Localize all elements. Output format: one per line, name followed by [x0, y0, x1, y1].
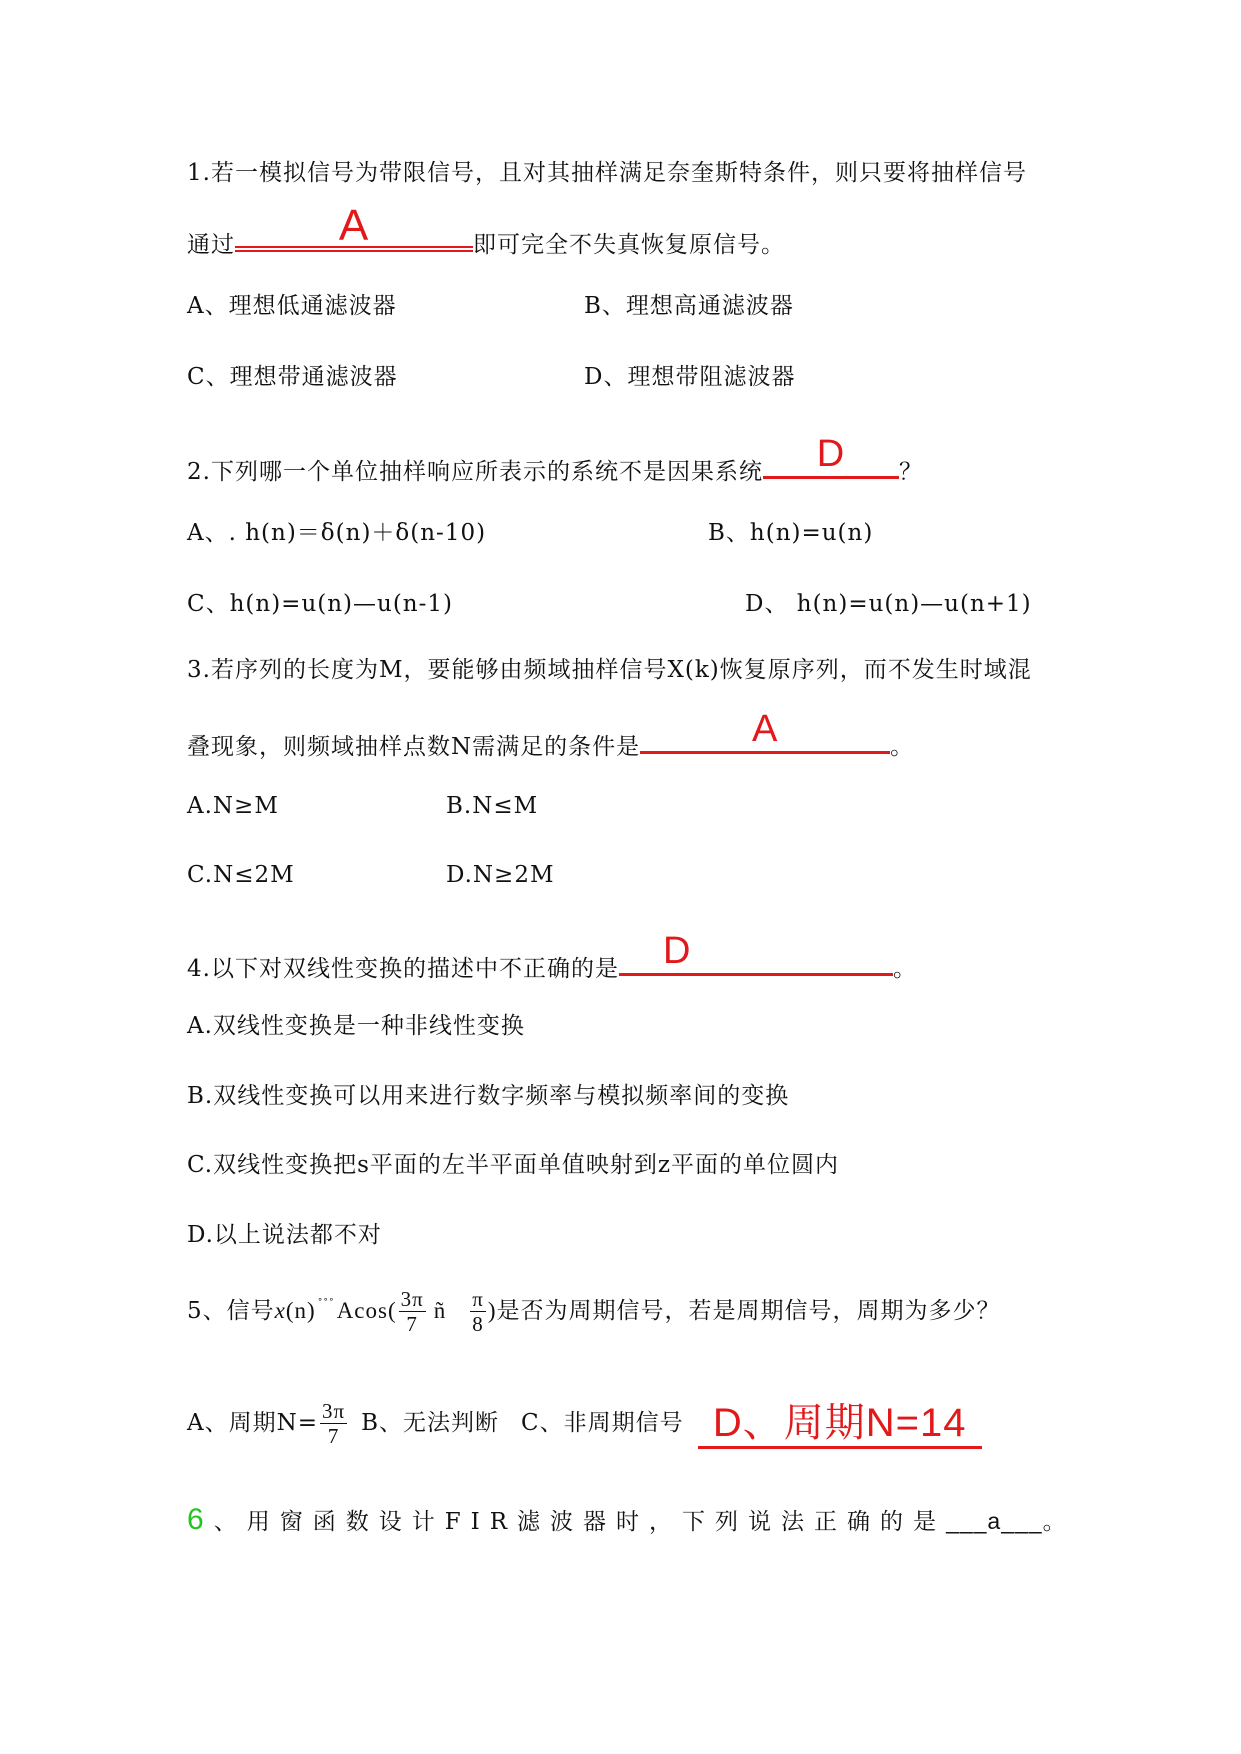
- q3-option-b: B.N≤M: [446, 793, 539, 819]
- q6-stem-text: 、用窗函数设计FIR滤波器时，下列说法正确的是: [213, 1509, 947, 1535]
- q4-option-d: D.以上说法都不对: [187, 1222, 382, 1248]
- q5-acos: Acos(: [336, 1298, 397, 1323]
- q5-garbled-symbol: ˚˚˚: [317, 1297, 335, 1312]
- q6-stem: [187, 1500, 1076, 1542]
- q5-option-a-label: A、周期N=: [187, 1410, 319, 1436]
- q5-fraction2-numerator: π: [472, 1286, 484, 1311]
- q4-answer-blank: [619, 930, 893, 976]
- q1-suffix: 即可完全不失真恢复原信号。: [473, 232, 785, 258]
- q2-option-b: B、h(n)=u(n): [708, 520, 874, 546]
- q1-option-d: D、理想带阻滤波器: [584, 364, 796, 390]
- q5-prefix: 5、信号: [187, 1298, 275, 1324]
- q5-option-a-fraction: [320, 1399, 347, 1448]
- q6-number: 6: [187, 1503, 214, 1536]
- q5-fraction2-denominator: 8: [472, 1311, 484, 1336]
- q2-option-c: C、h(n)=u(n)—u(n-1): [187, 591, 453, 617]
- q6-end: 。: [1042, 1509, 1076, 1535]
- q1-prefix: 通过: [187, 232, 235, 258]
- q5-option-a-numerator: 3π: [322, 1398, 346, 1423]
- q5-n-paren: (n): [285, 1298, 316, 1323]
- q3-stem-line2: [187, 708, 915, 762]
- q3-answer-blank: [640, 708, 890, 754]
- q1-option-b: B、理想高通滤波器: [584, 293, 794, 319]
- q4-end: 。: [892, 956, 917, 982]
- q5-close-paren: ): [487, 1298, 497, 1323]
- q2-option-d: D、 h(n)=u(n)—u(n+1): [745, 591, 1032, 617]
- q5-fraction1-denominator: 7: [406, 1311, 418, 1336]
- q1-stem-line2: [187, 201, 785, 260]
- q4-stem-text: 4.以下对双线性变换的描述中不正确的是: [187, 956, 619, 982]
- q5-stem: [187, 1281, 1001, 1341]
- q4-answer: D: [662, 930, 692, 972]
- q4-option-a: A.双线性变换是一种非线性变换: [187, 1013, 525, 1039]
- q5-answer-blank: [698, 1398, 982, 1449]
- q1-option-a: A、理想低通滤波器: [187, 293, 397, 319]
- q1-stem-line1: 1.若一模拟信号为带限信号，且对其抽样满足奈奎斯特条件，则只要将抽样信号: [187, 160, 1027, 186]
- q3-end: 。: [890, 734, 915, 760]
- q5-x-symbol: x: [274, 1298, 286, 1323]
- q3-option-a: A.N≥M: [187, 793, 279, 819]
- q5-option-c: C、非周期信号: [521, 1410, 684, 1436]
- q2-answer-blank: [763, 433, 899, 479]
- q3-option-d: D.N≥2M: [446, 862, 555, 888]
- q5-options: [187, 1393, 982, 1453]
- q2-answer: D: [816, 433, 846, 475]
- q1-answer: A: [338, 201, 370, 250]
- q4-option-b: B.双线性变换可以用来进行数字频率与模拟频率间的变换: [187, 1083, 790, 1109]
- q1-answer-blank: [235, 201, 473, 252]
- q5-option-a-denominator: 7: [327, 1423, 340, 1448]
- q2-end: ？: [898, 459, 923, 485]
- q4-stem: [187, 930, 917, 984]
- q3-stem-line1: 3.若序列的长度为M，要能够由频域抽样信号X(k)恢复原序列，而不发生时域混: [187, 657, 1032, 683]
- q5-suffix: 是否为周期信号，若是周期信号，周期为多少？: [496, 1298, 1001, 1324]
- q2-stem: [187, 433, 923, 487]
- q2-option-a: A、. h(n)＝δ(n)＋δ(n-10): [187, 520, 487, 546]
- q6-blank: ___a___: [946, 1508, 1043, 1534]
- q3-answer: A: [751, 708, 779, 750]
- q5-garbled-operator: ñ: [433, 1298, 447, 1323]
- q4-option-c: C.双线性变换把s平面的左半平面单值映射到z平面的单位圆内: [187, 1152, 840, 1178]
- q3-option-c: C.N≤2M: [187, 862, 295, 888]
- q2-stem-text: 2.下列哪一个单位抽样响应所表示的系统不是因果系统: [187, 459, 763, 485]
- q5-fraction1-numerator: 3π: [400, 1286, 424, 1311]
- q1-option-c: C、理想带通滤波器: [187, 364, 398, 390]
- q5-fraction-3pi-7: [399, 1287, 426, 1336]
- q5-fraction-pi-8: [470, 1287, 486, 1336]
- q5-answer: D、周期N=14: [712, 1400, 967, 1445]
- q5-option-b: B、无法判断: [361, 1410, 500, 1436]
- q3-stem-text: 叠现象，则频域抽样点数N需满足的条件是: [187, 734, 641, 760]
